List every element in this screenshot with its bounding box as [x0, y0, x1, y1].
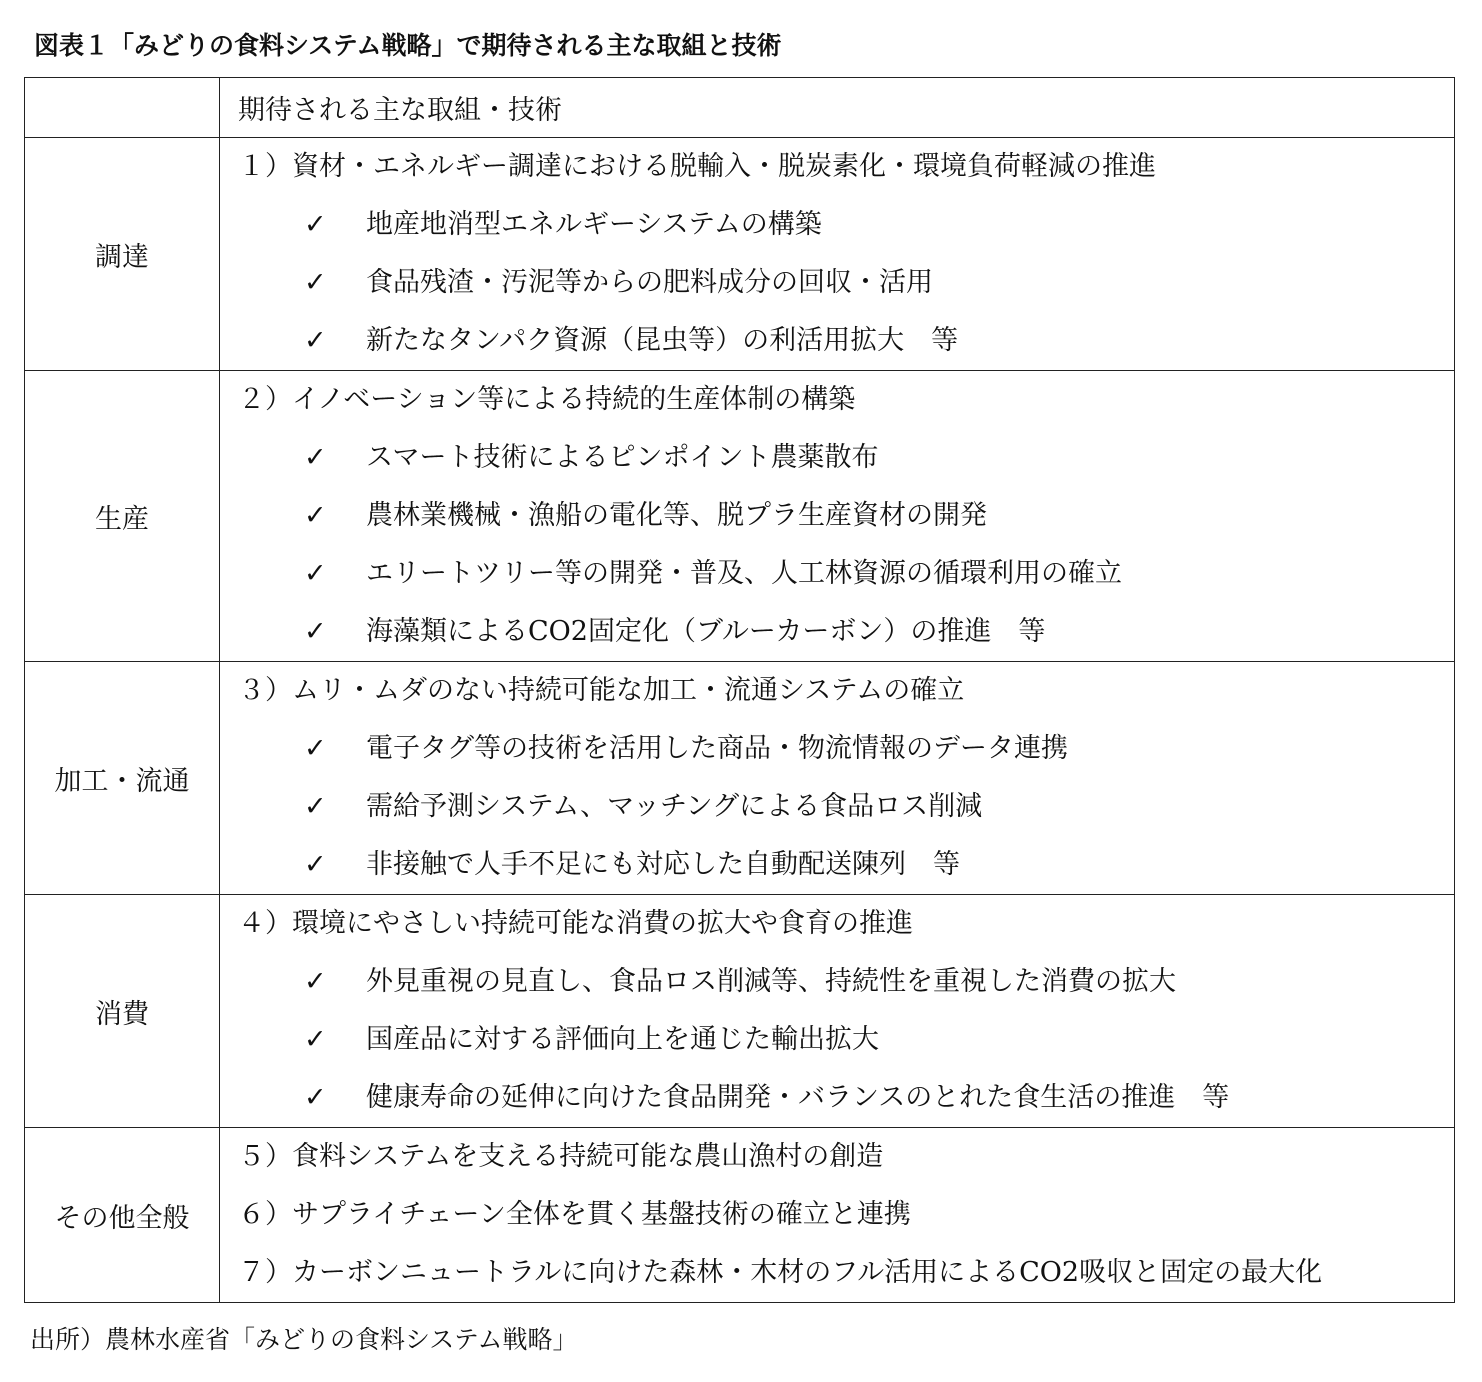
header-content-cell: 期待される主な取組・技術: [220, 78, 1455, 138]
list-item: [238, 545, 1454, 603]
list-item-text: 農林業機械・漁船の電化等、脱プラ生産資材の開発: [366, 500, 987, 531]
list-item: [238, 254, 1454, 312]
category-cell: 生産: [25, 371, 220, 662]
check-icon: ✓: [304, 558, 327, 589]
list-item: [238, 1011, 1454, 1069]
list-item: [238, 196, 1454, 254]
check-icon: ✓: [304, 616, 327, 647]
row-heading: ２）イノベーション等による持続的生産体制の構築: [238, 384, 856, 415]
list-item-text: 電子タグ等の技術を活用した商品・物流情報のデータ連携: [366, 733, 1068, 764]
check-icon: ✓: [304, 966, 327, 997]
category-cell: 加工・流通: [25, 662, 220, 895]
list-item-text: 食品残渣・汚泥等からの肥料成分の回収・活用: [366, 267, 933, 298]
check-icon: ✓: [304, 500, 327, 531]
list-item: [238, 836, 1454, 894]
list-item: [238, 1069, 1454, 1127]
source-note: 出所）農林水産省「みどりの食料システム戦略」: [30, 1325, 578, 1354]
list-item: [238, 953, 1454, 1011]
list-item: [238, 487, 1454, 545]
row-heading: ７）カーボンニュートラルに向けた森林・木材のフル活用によるCO2吸収と固定の最大化: [238, 1257, 1323, 1288]
list-item: [238, 312, 1454, 370]
table-row: [25, 662, 1455, 895]
list-item-text: 需給予測システム、マッチングによる食品ロス削減: [366, 791, 983, 822]
list-item-text: 新たなタンパク資源（昆虫等）の利活用拡大 等: [366, 325, 959, 356]
list-item-text: 健康寿命の延伸に向けた食品開発・バランスのとれた食生活の推進 等: [366, 1082, 1230, 1113]
check-icon: ✓: [304, 733, 327, 764]
row-heading: １）資材・エネルギー調達における脱輸入・脱炭素化・環境負荷軽減の推進: [238, 151, 1156, 182]
list-item-text: 地産地消型エネルギーシステムの構築: [366, 209, 822, 240]
check-icon: ✓: [304, 267, 327, 298]
row-heading: ３）ムリ・ムダのない持続可能な加工・流通システムの確立: [238, 675, 965, 706]
list-item: [238, 603, 1454, 661]
table-row: [25, 1128, 1455, 1303]
row-heading: ６）サプライチェーン全体を貫く基盤技術の確立と連携: [238, 1199, 911, 1230]
row-heading: ４）環境にやさしい持続可能な消費の拡大や食育の推進: [238, 908, 913, 939]
content-cell: [220, 895, 1455, 1128]
list-item-text: 海藻類によるCO2固定化（ブルーカーボン）の推進 等: [366, 616, 1046, 647]
list-item: [238, 720, 1454, 778]
category-cell: 消費: [25, 895, 220, 1128]
list-item: [238, 429, 1454, 487]
list-item-text: 外見重視の見直し、食品ロス削減等、持続性を重視した消費の拡大: [366, 966, 1176, 997]
check-icon: ✓: [304, 791, 327, 822]
strategy-table: [24, 77, 1455, 1303]
content-cell: [220, 1128, 1455, 1303]
figure-title: 図表１「みどりの食料システム戦略」で期待される主な取組と技術: [34, 31, 782, 60]
list-item-text: スマート技術によるピンポイント農薬散布: [366, 442, 879, 473]
category-cell: その他全般: [25, 1128, 220, 1303]
check-icon: ✓: [304, 849, 327, 880]
list-item: [238, 778, 1454, 836]
table-row: [25, 138, 1455, 371]
list-item-text: 国産品に対する評価向上を通じた輸出拡大: [366, 1024, 879, 1055]
list-item-text: 非接触で人手不足にも対応した自動配送陳列 等: [366, 849, 960, 880]
content-cell: [220, 662, 1455, 895]
header-category-cell: [25, 78, 220, 138]
check-icon: ✓: [304, 442, 327, 473]
table-header-row: [25, 78, 1455, 138]
check-icon: ✓: [304, 1082, 327, 1113]
table-row: [25, 371, 1455, 662]
content-cell: [220, 138, 1455, 371]
check-icon: ✓: [304, 209, 327, 240]
list-item-text: エリートツリー等の開発・普及、人工林資源の循環利用の確立: [366, 558, 1122, 589]
check-icon: ✓: [304, 1024, 327, 1055]
check-icon: ✓: [304, 325, 327, 356]
category-cell: 調達: [25, 138, 220, 371]
content-cell: [220, 371, 1455, 662]
row-heading: ５）食料システムを支える持続可能な農山漁村の創造: [238, 1141, 884, 1172]
table-row: [25, 895, 1455, 1128]
